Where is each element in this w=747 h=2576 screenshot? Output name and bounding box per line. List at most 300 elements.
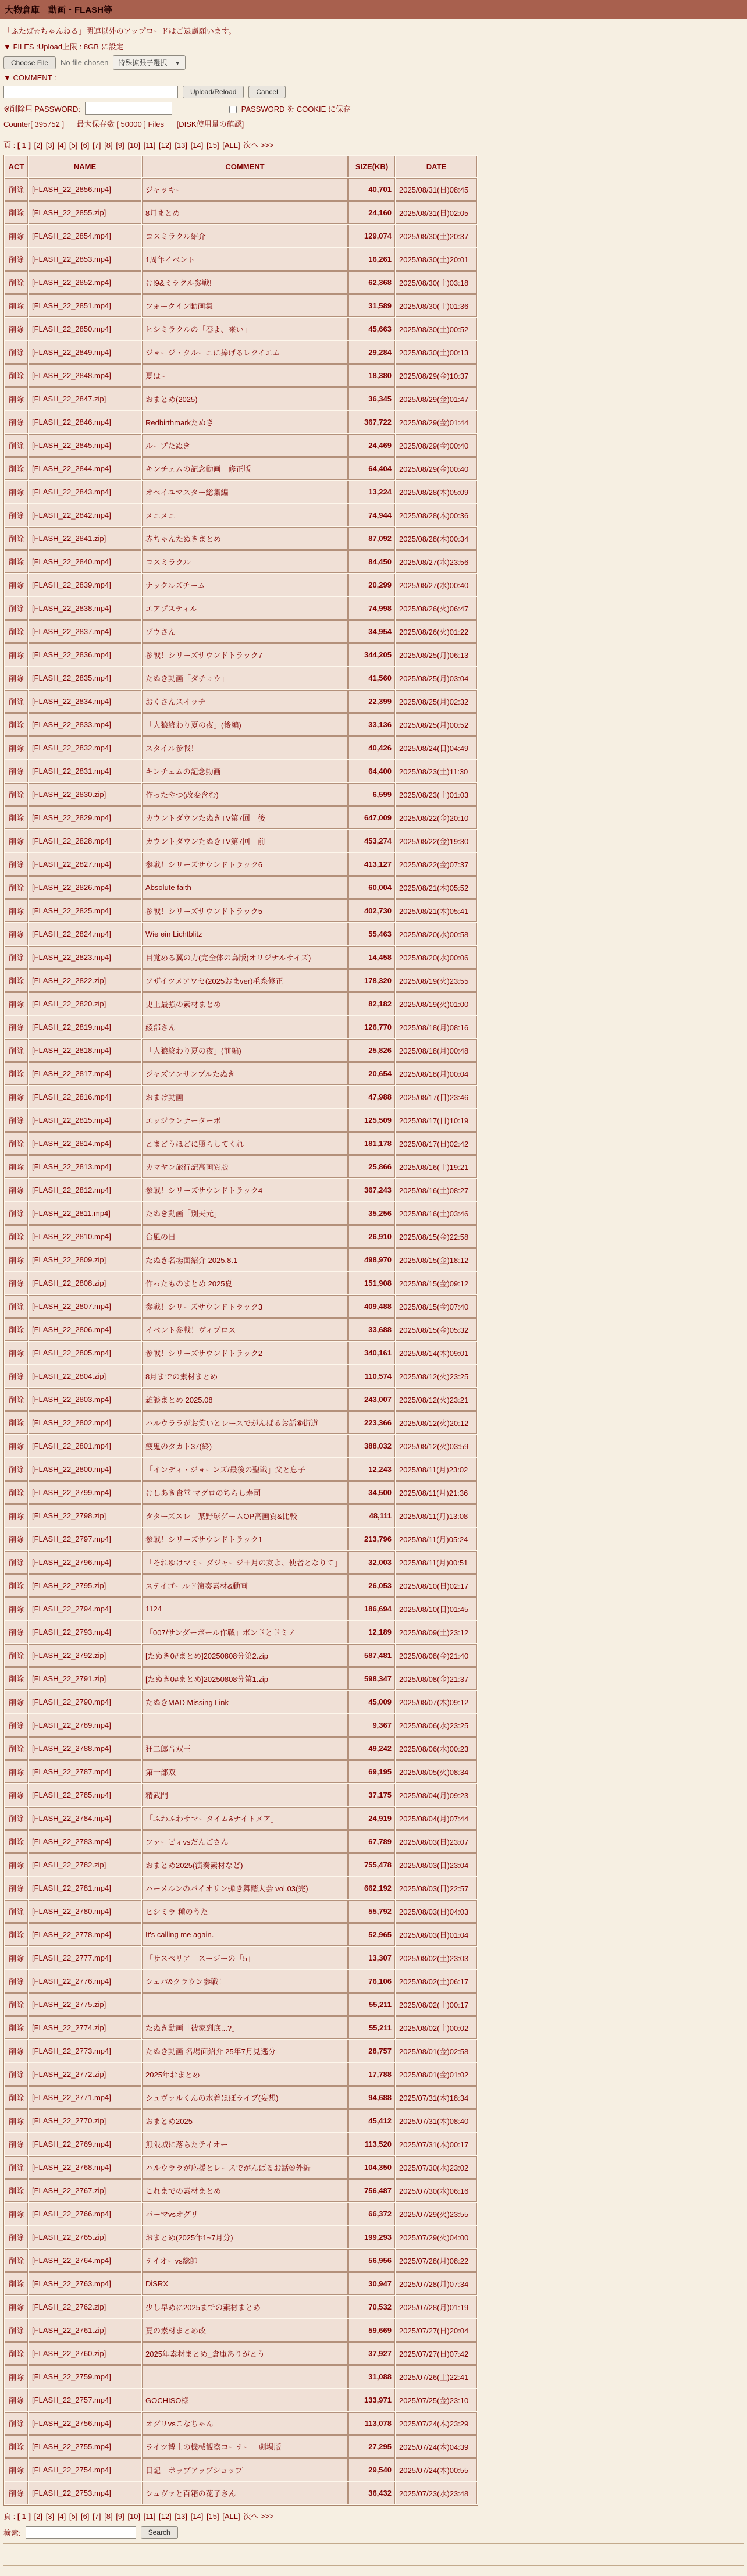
file-date: 2025/08/29(金)10:37 bbox=[396, 364, 477, 387]
pagination-page-link[interactable]: [5] bbox=[69, 141, 78, 150]
delete-link[interactable]: 削除 bbox=[8, 186, 24, 194]
file-name-link[interactable]: [FLASH_22_2757.mp4] bbox=[32, 2396, 111, 2404]
file-size: 31,088 bbox=[348, 2365, 395, 2388]
delete-link[interactable]: 削除 bbox=[8, 442, 24, 450]
table-row bbox=[5, 504, 477, 526]
delete-link[interactable]: 削除 bbox=[8, 2396, 24, 2405]
file-name-link[interactable]: [FLASH_22_2781.mp4] bbox=[32, 1884, 111, 1892]
delete-link[interactable]: 削除 bbox=[8, 418, 24, 427]
delete-link[interactable]: 削除 bbox=[8, 1605, 24, 1614]
delete-link[interactable]: 削除 bbox=[8, 1465, 24, 1474]
file-name-link[interactable]: [FLASH_22_2813.mp4] bbox=[32, 1162, 111, 1171]
delete-link[interactable]: 削除 bbox=[8, 2164, 24, 2172]
delete-link[interactable]: 削除 bbox=[8, 953, 24, 962]
delete-link[interactable]: 削除 bbox=[8, 698, 24, 706]
file-name-link[interactable]: [FLASH_22_2799.mp4] bbox=[32, 1488, 111, 1497]
file-table-body bbox=[5, 178, 477, 2504]
file-date: 2025/08/17(日)10:19 bbox=[396, 1109, 477, 1132]
file-comment: 8月までの素材まとめ bbox=[142, 1365, 348, 1387]
delete-link[interactable]: 削除 bbox=[8, 1745, 24, 1753]
delete-link[interactable]: 削除 bbox=[8, 1349, 24, 1358]
delete-link[interactable]: 削除 bbox=[8, 721, 24, 730]
delete-link[interactable]: 削除 bbox=[8, 2280, 24, 2289]
table-row bbox=[5, 1411, 477, 1434]
delete-link[interactable]: 削除 bbox=[8, 395, 24, 404]
file-name-link[interactable]: [FLASH_22_2811.mp4] bbox=[32, 1209, 111, 1218]
file-name-link[interactable]: [FLASH_22_2777.mp4] bbox=[32, 1954, 111, 1962]
file-name-link[interactable]: [FLASH_22_2762.zip] bbox=[32, 2303, 106, 2311]
delete-link[interactable]: 削除 bbox=[8, 1884, 24, 1893]
delete-link[interactable]: 削除 bbox=[8, 348, 24, 357]
delete-link[interactable]: 削除 bbox=[8, 1070, 24, 1079]
file-name-link[interactable]: [FLASH_22_2824.mp4] bbox=[32, 930, 111, 938]
comment-input[interactable] bbox=[3, 86, 178, 98]
file-name-link[interactable]: [FLASH_22_2825.mp4] bbox=[32, 906, 111, 915]
file-date: 2025/08/11(月)13:08 bbox=[396, 1504, 477, 1527]
file-name-link[interactable]: [FLASH_22_2806.mp4] bbox=[32, 1325, 111, 1334]
pagination-page-link[interactable]: [4] bbox=[57, 141, 66, 150]
delete-link[interactable]: 削除 bbox=[8, 1186, 24, 1195]
pagination-page-link[interactable]: [12] bbox=[159, 141, 172, 150]
file-name-link[interactable]: [FLASH_22_2841.zip] bbox=[32, 534, 106, 543]
delete-link[interactable]: 削除 bbox=[8, 791, 24, 799]
cancel-button[interactable]: Cancel bbox=[248, 86, 285, 98]
table-row bbox=[5, 2133, 477, 2155]
file-comment: シュヴァルくんの水着ほぼライブ(妄想) bbox=[142, 2086, 348, 2109]
pagination-next-link[interactable]: 次へ >>> bbox=[243, 2512, 274, 2521]
file-name-link[interactable]: [FLASH_22_2836.mp4] bbox=[32, 650, 111, 659]
file-size: 31,589 bbox=[348, 294, 395, 317]
delete-link[interactable]: 削除 bbox=[8, 2420, 24, 2428]
file-name-link[interactable]: [FLASH_22_2819.mp4] bbox=[32, 1023, 111, 1031]
delete-link[interactable]: 削除 bbox=[8, 2187, 24, 2196]
delete-link[interactable]: 削除 bbox=[8, 674, 24, 683]
pagination-page-link[interactable]: [8] bbox=[104, 2512, 113, 2521]
column-header-date: DATE bbox=[396, 156, 477, 177]
delete-link[interactable]: 削除 bbox=[8, 767, 24, 776]
delete-link[interactable]: 削除 bbox=[8, 558, 24, 567]
file-name-link[interactable]: [FLASH_22_2771.mp4] bbox=[32, 2093, 111, 2102]
file-name-link[interactable]: [FLASH_22_2855.zip] bbox=[32, 208, 106, 217]
file-date: 2025/08/21(木)05:52 bbox=[396, 876, 477, 899]
delete-link[interactable]: 削除 bbox=[8, 488, 24, 497]
file-comment: 1124 bbox=[142, 1597, 348, 1620]
search-input[interactable] bbox=[26, 2526, 136, 2539]
file-name-link[interactable]: [FLASH_22_2791.zip] bbox=[32, 1674, 106, 1683]
delete-link[interactable]: 削除 bbox=[8, 302, 24, 311]
pagination-page-link[interactable]: [11] bbox=[143, 2512, 156, 2521]
delete-link[interactable]: 削除 bbox=[8, 1303, 24, 1311]
table-row bbox=[5, 178, 477, 201]
delete-link[interactable]: 削除 bbox=[8, 2024, 24, 2033]
delete-link[interactable]: 削除 bbox=[8, 1559, 24, 1567]
pagination-page-link[interactable]: [14] bbox=[190, 141, 204, 150]
delete-link[interactable]: 削除 bbox=[8, 2373, 24, 2382]
delete-link[interactable]: 削除 bbox=[8, 1652, 24, 1660]
delete-link[interactable]: 削除 bbox=[8, 2443, 24, 2452]
file-name-link[interactable]: [FLASH_22_2837.mp4] bbox=[32, 627, 111, 636]
pagination-page-link[interactable]: [10] bbox=[127, 141, 141, 150]
delete-link[interactable]: 削除 bbox=[8, 232, 24, 241]
file-comment: おまとめ(2025) bbox=[142, 387, 348, 410]
delete-link[interactable]: 削除 bbox=[8, 977, 24, 985]
delete-link[interactable]: 削除 bbox=[8, 1908, 24, 1916]
file-name-link[interactable]: [FLASH_22_2851.mp4] bbox=[32, 301, 111, 310]
file-comment: ソザイツメアワセ(2025おまver)毛糸修正 bbox=[142, 969, 348, 992]
file-name-link[interactable]: [FLASH_22_2850.mp4] bbox=[32, 325, 111, 333]
search-button[interactable]: Search bbox=[141, 2526, 178, 2539]
pagination-current-page[interactable]: [ 1 ] bbox=[17, 2512, 31, 2521]
file-name-link[interactable]: [FLASH_22_2793.mp4] bbox=[32, 1628, 111, 1636]
delete-link[interactable]: 削除 bbox=[8, 1163, 24, 1172]
delete-link[interactable]: 削除 bbox=[8, 325, 24, 334]
delete-link[interactable]: 削除 bbox=[8, 1675, 24, 1684]
delete-link[interactable]: 削除 bbox=[8, 814, 24, 823]
pagination-next-link[interactable]: 次へ >>> bbox=[243, 141, 274, 150]
file-date: 2025/08/12(火)23:21 bbox=[396, 1388, 477, 1411]
file-name-link[interactable]: [FLASH_22_2849.mp4] bbox=[32, 348, 111, 357]
delete-link[interactable]: 削除 bbox=[8, 744, 24, 753]
file-size: 87,092 bbox=[348, 527, 395, 550]
delete-link[interactable]: 削除 bbox=[8, 628, 24, 636]
file-date: 2025/08/27(水)23:56 bbox=[396, 550, 477, 573]
pagination-page-link[interactable]: [2] bbox=[34, 141, 43, 150]
delete-link[interactable]: 削除 bbox=[8, 1721, 24, 1730]
file-name-link[interactable]: [FLASH_22_2822.zip] bbox=[32, 976, 106, 985]
file-date: 2025/08/21(木)05:41 bbox=[396, 899, 477, 922]
file-date: 2025/08/01(金)02:58 bbox=[396, 2040, 477, 2062]
file-name-link[interactable]: [FLASH_22_2840.mp4] bbox=[32, 557, 111, 566]
table-row bbox=[5, 760, 477, 782]
file-name-link[interactable]: [FLASH_22_2770.zip] bbox=[32, 2116, 106, 2125]
file-name-link[interactable]: [FLASH_22_2817.mp4] bbox=[32, 1069, 111, 1078]
delete-link[interactable]: 削除 bbox=[8, 2466, 24, 2475]
delete-link[interactable]: 削除 bbox=[8, 2140, 24, 2149]
file-name-link[interactable]: [FLASH_22_2826.mp4] bbox=[32, 883, 111, 892]
file-name-link[interactable]: [FLASH_22_2772.zip] bbox=[32, 2070, 106, 2079]
pagination-page-link[interactable]: [3] bbox=[45, 141, 55, 150]
delete-link[interactable]: 削除 bbox=[8, 1628, 24, 1637]
pagination-page-link[interactable]: [4] bbox=[57, 2512, 66, 2521]
file-name-link[interactable]: [FLASH_22_2755.mp4] bbox=[32, 2442, 111, 2451]
file-name-link[interactable]: [FLASH_22_2756.mp4] bbox=[32, 2419, 111, 2428]
file-name-link[interactable]: [FLASH_22_2769.mp4] bbox=[32, 2140, 111, 2148]
delete-link[interactable]: 削除 bbox=[8, 1233, 24, 1241]
pagination-page-link[interactable]: [9] bbox=[116, 141, 124, 150]
delete-link[interactable]: 削除 bbox=[8, 1279, 24, 1288]
file-comment: 「人狼終わり夏の夜」(前編) bbox=[142, 1039, 348, 1062]
file-name-link[interactable]: [FLASH_22_2775.zip] bbox=[32, 2000, 106, 2009]
table-row bbox=[5, 1691, 477, 1713]
delete-link[interactable]: 削除 bbox=[8, 255, 24, 264]
file-size: 409,488 bbox=[348, 1295, 395, 1318]
delete-link[interactable]: 削除 bbox=[8, 1209, 24, 1218]
delete-link[interactable]: 削除 bbox=[8, 1442, 24, 1451]
file-date: 2025/08/10(日)01:45 bbox=[396, 1597, 477, 1620]
file-name-link[interactable]: [FLASH_22_2835.mp4] bbox=[32, 674, 111, 682]
file-date: 2025/08/15(金)18:12 bbox=[396, 1248, 477, 1271]
file-name-link[interactable]: [FLASH_22_2844.mp4] bbox=[32, 464, 111, 473]
file-size: 55,463 bbox=[348, 923, 395, 945]
pagination-page-link[interactable]: [ALL] bbox=[222, 141, 240, 150]
delete-link[interactable]: 削除 bbox=[8, 581, 24, 590]
delete-link[interactable]: 削除 bbox=[8, 1954, 24, 1963]
delete-link[interactable]: 削除 bbox=[8, 837, 24, 846]
file-name-link[interactable]: [FLASH_22_2810.mp4] bbox=[32, 1232, 111, 1241]
file-name-link[interactable]: [FLASH_22_2807.mp4] bbox=[32, 1302, 111, 1311]
file-name-link[interactable]: [FLASH_22_2828.mp4] bbox=[32, 837, 111, 845]
file-name-link[interactable]: [FLASH_22_2792.zip] bbox=[32, 1651, 106, 1660]
file-name-link[interactable]: [FLASH_22_2787.mp4] bbox=[32, 1767, 111, 1776]
choose-file-button[interactable]: Choose File bbox=[3, 56, 56, 69]
pagination-page-link[interactable]: [11] bbox=[143, 141, 156, 150]
file-name-link[interactable]: [FLASH_22_2753.mp4] bbox=[32, 2489, 111, 2497]
delete-link[interactable]: 削除 bbox=[8, 2117, 24, 2126]
delete-link[interactable]: 削除 bbox=[8, 2094, 24, 2102]
file-name-link[interactable]: [FLASH_22_2831.mp4] bbox=[32, 767, 111, 775]
file-name-link[interactable]: [FLASH_22_2812.mp4] bbox=[32, 1186, 111, 1194]
delete-link[interactable]: 削除 bbox=[8, 2070, 24, 2079]
delete-link[interactable]: 削除 bbox=[8, 2210, 24, 2219]
file-name-link[interactable]: [FLASH_22_2794.mp4] bbox=[32, 1604, 111, 1613]
file-name-link[interactable]: [FLASH_22_2789.mp4] bbox=[32, 1721, 111, 1730]
file-name-link[interactable]: [FLASH_22_2790.mp4] bbox=[32, 1698, 111, 1706]
delete-link[interactable]: 削除 bbox=[8, 1861, 24, 1870]
file-name-link[interactable]: [FLASH_22_2843.mp4] bbox=[32, 488, 111, 496]
file-name-link[interactable]: [FLASH_22_2818.mp4] bbox=[32, 1046, 111, 1055]
file-name-link[interactable]: [FLASH_22_2783.mp4] bbox=[32, 1837, 111, 1846]
delete-link[interactable]: 削除 bbox=[8, 2350, 24, 2358]
file-name-link[interactable]: [FLASH_22_2763.mp4] bbox=[32, 2279, 111, 2288]
pagination-page-link[interactable]: [13] bbox=[175, 141, 187, 150]
delete-link[interactable]: 削除 bbox=[8, 1582, 24, 1591]
file-name-link[interactable]: [FLASH_22_2797.mp4] bbox=[32, 1535, 111, 1543]
file-name-link[interactable]: [FLASH_22_2768.mp4] bbox=[32, 2163, 111, 2172]
delete-link[interactable]: 削除 bbox=[8, 930, 24, 939]
delete-link[interactable]: 削除 bbox=[8, 209, 24, 218]
delete-link[interactable]: 削除 bbox=[8, 279, 24, 287]
file-name-link[interactable]: [FLASH_22_2856.mp4] bbox=[32, 185, 111, 194]
file-comment: 参戦！シリーズサウンドトラック2 bbox=[142, 1342, 348, 1364]
delete-link[interactable]: 削除 bbox=[8, 1814, 24, 1823]
file-date: 2025/08/03(日)23:07 bbox=[396, 1830, 477, 1853]
delete-link[interactable]: 削除 bbox=[8, 1396, 24, 1404]
delete-link[interactable]: 削除 bbox=[8, 2233, 24, 2242]
pagination-page-link[interactable]: [12] bbox=[159, 2512, 172, 2521]
file-name-link[interactable]: [FLASH_22_2804.zip] bbox=[32, 1372, 106, 1380]
file-name-link[interactable]: [FLASH_22_2805.mp4] bbox=[32, 1349, 111, 1357]
pagination-page-link[interactable]: [8] bbox=[104, 141, 113, 150]
delete-link[interactable]: 削除 bbox=[8, 1489, 24, 1497]
file-size: 344,205 bbox=[348, 643, 395, 666]
file-name-link[interactable]: [FLASH_22_2834.mp4] bbox=[32, 697, 111, 706]
delete-link[interactable]: 削除 bbox=[8, 2303, 24, 2312]
file-name-link[interactable]: [FLASH_22_2829.mp4] bbox=[32, 813, 111, 822]
delete-link[interactable]: 削除 bbox=[8, 860, 24, 869]
table-row bbox=[5, 1039, 477, 1062]
file-name-link[interactable]: [FLASH_22_2801.mp4] bbox=[32, 1442, 111, 1450]
file-size: 62,368 bbox=[348, 271, 395, 294]
file-name-link[interactable]: [FLASH_22_2764.mp4] bbox=[32, 2256, 111, 2265]
file-size: 498,970 bbox=[348, 1248, 395, 1271]
pagination-page-link[interactable]: [2] bbox=[34, 2512, 43, 2521]
pagination-page-link[interactable]: [6] bbox=[80, 141, 90, 150]
file-name-link[interactable]: [FLASH_22_2816.mp4] bbox=[32, 1093, 111, 1101]
delete-link[interactable]: 削除 bbox=[8, 1838, 24, 1846]
file-name-link[interactable]: [FLASH_22_2838.mp4] bbox=[32, 604, 111, 613]
delete-link[interactable]: 削除 bbox=[8, 1326, 24, 1335]
file-date: 2025/08/02(土)00:02 bbox=[396, 2016, 477, 2039]
file-comment: 参戦！シリーズサウンドトラック5 bbox=[142, 899, 348, 922]
file-size: 26,053 bbox=[348, 1574, 395, 1597]
file-size: 104,350 bbox=[348, 2156, 395, 2179]
delete-link[interactable]: 削除 bbox=[8, 1931, 24, 1940]
pagination-pages bbox=[17, 141, 275, 150]
file-size: 12,189 bbox=[348, 1621, 395, 1643]
file-comment: 2025年おまとめ bbox=[142, 2063, 348, 2086]
disk-usage-link[interactable]: [DISK使用量の確認] bbox=[176, 120, 244, 129]
file-name-link[interactable]: [FLASH_22_2754.mp4] bbox=[32, 2465, 111, 2474]
file-name-link[interactable]: [FLASH_22_2798.zip] bbox=[32, 1511, 106, 1520]
table-row bbox=[5, 1923, 477, 1946]
file-name-link[interactable]: [FLASH_22_2809.zip] bbox=[32, 1255, 106, 1264]
file-comment: It's calling me again. bbox=[142, 1923, 348, 1946]
file-name-link[interactable]: [FLASH_22_2848.mp4] bbox=[32, 371, 111, 380]
file-name-link[interactable]: [FLASH_22_2785.mp4] bbox=[32, 1791, 111, 1799]
delete-link[interactable]: 削除 bbox=[8, 2257, 24, 2265]
file-name-link[interactable]: [FLASH_22_2815.mp4] bbox=[32, 1116, 111, 1125]
file-name-link[interactable]: [FLASH_22_2808.zip] bbox=[32, 1279, 106, 1287]
pagination-page-link[interactable]: [ALL] bbox=[222, 2512, 240, 2521]
pagination-page-link[interactable]: [13] bbox=[175, 2512, 187, 2521]
delete-link[interactable]: 削除 bbox=[8, 1047, 24, 1055]
file-comment: たぬき動画「ダチョウ」 bbox=[142, 667, 348, 689]
file-name-link[interactable]: [FLASH_22_2767.zip] bbox=[32, 2186, 106, 2195]
upload-reload-button[interactable]: Upload/Reload bbox=[183, 86, 244, 98]
file-name-link[interactable]: [FLASH_22_2814.mp4] bbox=[32, 1139, 111, 1148]
file-name-link[interactable]: [FLASH_22_2782.zip] bbox=[32, 1860, 106, 1869]
pagination-page-link[interactable]: [15] bbox=[206, 2512, 219, 2521]
file-name-link[interactable]: [FLASH_22_2774.zip] bbox=[32, 2023, 106, 2032]
pagination-page-link[interactable]: [3] bbox=[45, 2512, 55, 2521]
file-name-link[interactable]: [FLASH_22_2846.mp4] bbox=[32, 418, 111, 426]
delete-link[interactable]: 削除 bbox=[8, 535, 24, 543]
file-name-link[interactable]: [FLASH_22_2802.mp4] bbox=[32, 1418, 111, 1427]
file-name-link[interactable]: [FLASH_22_2833.mp4] bbox=[32, 720, 111, 729]
file-comment: たぬき名場面紹介 2025.8.1 bbox=[142, 1248, 348, 1271]
delete-link[interactable]: 削除 bbox=[8, 1000, 24, 1009]
file-comment: パーマvsオグリ bbox=[142, 2203, 348, 2225]
file-name-link[interactable]: [FLASH_22_2832.mp4] bbox=[32, 743, 111, 752]
file-name-link[interactable]: [FLASH_22_2776.mp4] bbox=[32, 1977, 111, 1986]
file-name-link[interactable]: [FLASH_22_2852.mp4] bbox=[32, 278, 111, 287]
delete-link[interactable]: 削除 bbox=[8, 1023, 24, 1032]
delete-link[interactable]: 削除 bbox=[8, 1093, 24, 1102]
pagination-page-link[interactable]: [6] bbox=[80, 2512, 90, 2521]
file-comment: 8月まとめ bbox=[142, 201, 348, 224]
file-name-link[interactable]: [FLASH_22_2766.mp4] bbox=[32, 2209, 111, 2218]
delete-link[interactable]: 削除 bbox=[8, 884, 24, 892]
pagination-page-link[interactable]: [14] bbox=[190, 2512, 204, 2521]
file-name-link[interactable]: [FLASH_22_2795.zip] bbox=[32, 1581, 106, 1590]
delete-link[interactable]: 削除 bbox=[8, 2326, 24, 2335]
delete-link[interactable]: 削除 bbox=[8, 907, 24, 916]
file-name-link[interactable]: [FLASH_22_2853.mp4] bbox=[32, 255, 111, 264]
file-name-link[interactable]: [FLASH_22_2773.mp4] bbox=[32, 2047, 111, 2055]
delete-link[interactable]: 削除 bbox=[8, 1791, 24, 1800]
file-name-link[interactable]: [FLASH_22_2845.mp4] bbox=[32, 441, 111, 450]
file-name-link[interactable]: [FLASH_22_2780.mp4] bbox=[32, 1907, 111, 1916]
file-name-link[interactable]: [FLASH_22_2823.mp4] bbox=[32, 953, 111, 962]
pagination-page-link[interactable]: [9] bbox=[116, 2512, 124, 2521]
delete-link[interactable]: 削除 bbox=[8, 651, 24, 660]
file-name-link[interactable]: [FLASH_22_2842.mp4] bbox=[32, 511, 111, 520]
file-name-link[interactable]: [FLASH_22_2847.zip] bbox=[32, 394, 106, 403]
delete-link[interactable]: 削除 bbox=[8, 1419, 24, 1428]
delete-link[interactable]: 削除 bbox=[8, 1977, 24, 1986]
delete-link[interactable]: 削除 bbox=[8, 2047, 24, 2056]
delete-password-input[interactable] bbox=[85, 102, 172, 115]
table-row bbox=[5, 1109, 477, 1132]
special-extension-select[interactable] bbox=[113, 55, 185, 70]
file-name-link[interactable]: [FLASH_22_2827.mp4] bbox=[32, 860, 111, 869]
delete-link[interactable]: 削除 bbox=[8, 2489, 24, 2498]
file-name-link[interactable]: [FLASH_22_2765.zip] bbox=[32, 2233, 106, 2241]
password-cookie-checkbox[interactable] bbox=[229, 106, 237, 113]
file-name-link[interactable]: [FLASH_22_2761.zip] bbox=[32, 2326, 106, 2335]
file-name-link[interactable]: [FLASH_22_2830.zip] bbox=[32, 790, 106, 799]
delete-link[interactable]: 削除 bbox=[8, 2001, 24, 2009]
delete-link[interactable]: 削除 bbox=[8, 1768, 24, 1777]
file-name-link[interactable]: [FLASH_22_2788.mp4] bbox=[32, 1744, 111, 1753]
delete-link[interactable]: 削除 bbox=[8, 1116, 24, 1125]
file-date: 2025/08/14(木)09:01 bbox=[396, 1342, 477, 1364]
pagination-page-link[interactable]: [7] bbox=[93, 2512, 101, 2521]
delete-link[interactable]: 削除 bbox=[8, 1372, 24, 1381]
file-name-link[interactable]: [FLASH_22_2803.mp4] bbox=[32, 1395, 111, 1404]
file-name-link[interactable]: [FLASH_22_2854.mp4] bbox=[32, 232, 111, 240]
file-size: 6,599 bbox=[348, 783, 395, 806]
file-comment: たぬきMAD Missing Link bbox=[142, 1691, 348, 1713]
pagination-page-link[interactable]: [10] bbox=[127, 2512, 141, 2521]
delete-link[interactable]: 削除 bbox=[8, 1512, 24, 1521]
file-name-link[interactable]: [FLASH_22_2759.mp4] bbox=[32, 2372, 111, 2381]
delete-link[interactable]: 削除 bbox=[8, 465, 24, 474]
pagination-page-link[interactable]: [15] bbox=[206, 141, 219, 150]
delete-link[interactable]: 削除 bbox=[8, 372, 24, 380]
pagination-current-page[interactable]: [ 1 ] bbox=[17, 141, 31, 150]
delete-link[interactable]: 削除 bbox=[8, 1535, 24, 1544]
file-date: 2025/08/30(土)20:37 bbox=[396, 225, 477, 247]
delete-link[interactable]: 削除 bbox=[8, 1698, 24, 1707]
file-name-link[interactable]: [FLASH_22_2760.zip] bbox=[32, 2349, 106, 2358]
file-name-link[interactable]: [FLASH_22_2839.mp4] bbox=[32, 581, 111, 589]
file-name-link[interactable]: [FLASH_22_2796.mp4] bbox=[32, 1558, 111, 1567]
delete-link[interactable]: 削除 bbox=[8, 511, 24, 520]
file-name-link[interactable]: [FLASH_22_2778.mp4] bbox=[32, 1930, 111, 1939]
pagination-page-link[interactable]: [7] bbox=[93, 141, 101, 150]
delete-link[interactable]: 削除 bbox=[8, 604, 24, 613]
delete-link[interactable]: 削除 bbox=[8, 1140, 24, 1148]
file-name-link[interactable]: [FLASH_22_2784.mp4] bbox=[32, 1814, 111, 1823]
file-name-link[interactable]: [FLASH_22_2800.mp4] bbox=[32, 1465, 111, 1474]
pagination-page-link[interactable]: [5] bbox=[69, 2512, 78, 2521]
file-size: 17,788 bbox=[348, 2063, 395, 2086]
file-date: 2025/08/01(金)01:02 bbox=[396, 2063, 477, 2086]
file-size: 27,295 bbox=[348, 2435, 395, 2458]
file-name-link[interactable]: [FLASH_22_2820.zip] bbox=[32, 999, 106, 1008]
delete-link[interactable]: 削除 bbox=[8, 1256, 24, 1265]
